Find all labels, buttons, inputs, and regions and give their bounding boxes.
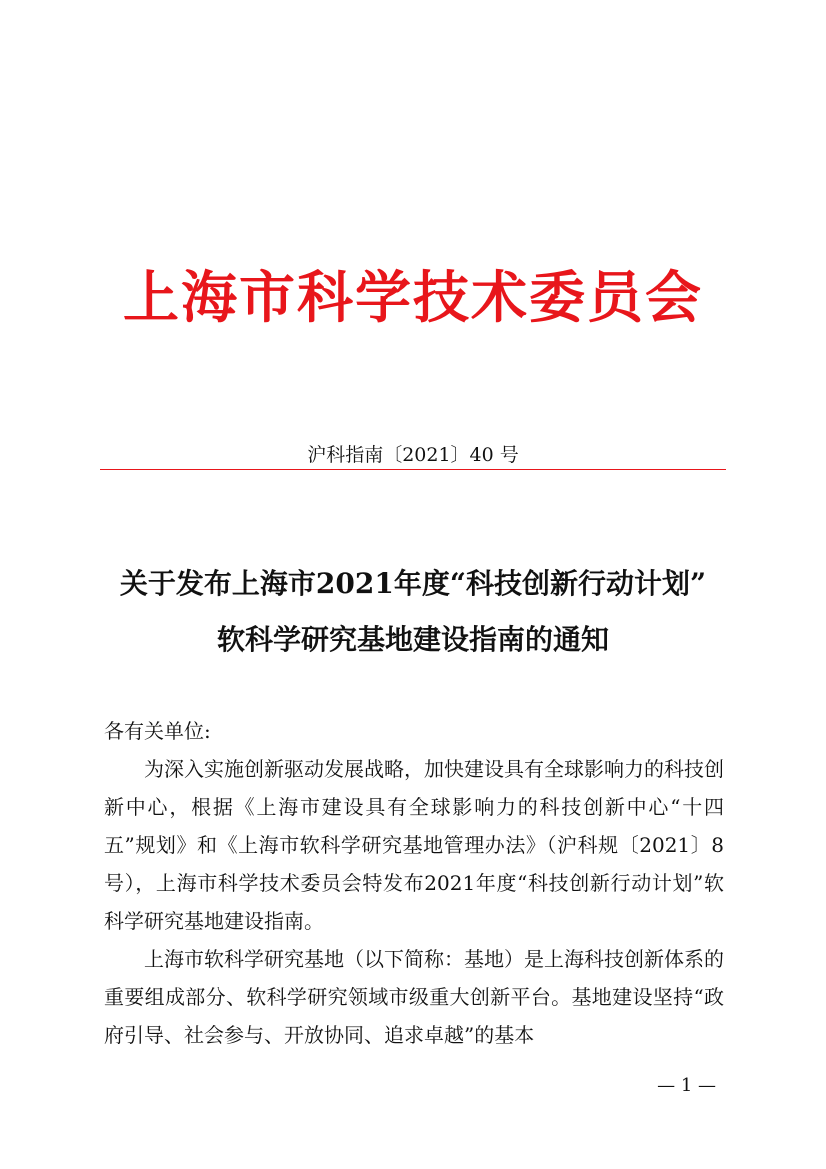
notice-body	[104, 712, 724, 1054]
organization-title: 上海市科学技术委员会	[123, 265, 703, 331]
notice-title	[60, 556, 766, 668]
notice-title-line-1: 关于发布上海市2021年度“科技创新行动计划”	[119, 567, 707, 600]
document-number: 沪科指南〔2021〕40 号	[307, 444, 519, 466]
paragraph-1: 为深入实施创新驱动发展战略，加快建设具有全球影响力的科技创新中心，根据《上海市建设具有全球影响力的科技创新中心“十四五”规划》和《上海市软科学研究基地管理办法》（沪科规〔2021〕8号），上海市科学技术委员会特发布2021年度“科技创新行动计划”软科学研究基地建设指南。	[104, 757, 724, 933]
salutation: 各有关单位:	[104, 719, 211, 743]
notice-title-line-2: 软科学研究基地建设指南的通知	[216, 623, 609, 656]
page-number: — 1 —	[657, 1075, 716, 1096]
red-divider-line	[100, 469, 726, 470]
paragraph-2: 上海市软科学研究基地（以下简称：基地）是上海科技创新体系的重要组成部分、软科学研究领域市级重大创新平台。基地建设坚持“政府引导、社会参与、开放协同、追求卓越”的基本	[104, 947, 724, 1047]
